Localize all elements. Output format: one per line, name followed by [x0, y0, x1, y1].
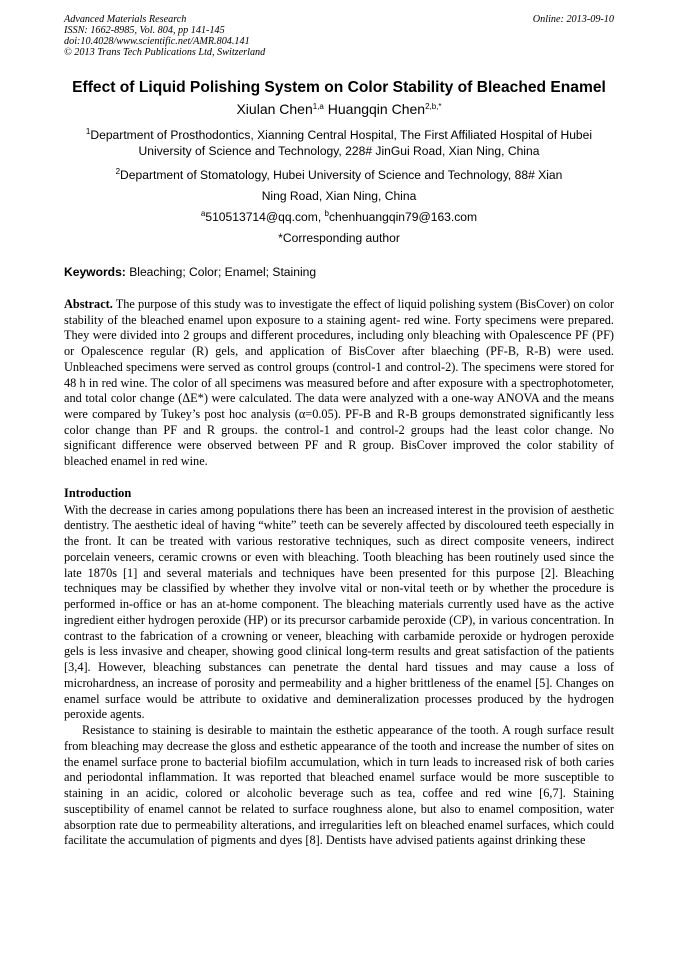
author-name: Xiulan Chen — [236, 101, 313, 117]
email-superscript: b — [324, 209, 329, 218]
issn-line: ISSN: 1662-8985, Vol. 804, pp 141-145 — [64, 25, 225, 36]
email-link[interactable]: chenhuangqin79@163.com — [329, 210, 478, 224]
keywords-label: Keywords: — [64, 265, 126, 279]
affiliation-1 — [64, 127, 614, 159]
author-emails — [64, 207, 614, 228]
email-superscript: a — [200, 209, 206, 218]
intro-paragraph-2: Resistance to staining is desirable to maintain the esthetic appearance of the tooth. A rough surface result from bleaching may decrease the gloss and esthetic appearance of the tooth and increase the number of sites on the enamel surface prone to bacterial biofilm accumulation, which in turn leads to increased risk of both caries and periodontal inflammation. It was reported that bleached enamel surface would be more susceptible to staining in an acidic, colored or alcoholic beverage such as tea, coffee and red wine [6,7]. Staining susceptibility of enamel cannot be related to surface roughness alone, but also to enamel composition, water absorption rate due to permeability alterations, and irregularities left on bleached enamel surfaces, which could facilitate the accumulation of pigments and dyes [8]. Dentists have advised patients against drinking these — [64, 723, 614, 848]
copyright-line: © 2013 Trans Tech Publications Ltd, Switzerland — [64, 47, 266, 58]
online-date: Online: 2013-09-10 — [532, 14, 614, 25]
affiliation-text: Ning Road, Xian Ning, China — [261, 189, 417, 203]
affiliation-2 — [64, 165, 614, 207]
abstract-label: Abstract. — [64, 297, 113, 311]
author-list — [64, 100, 614, 119]
affiliation-superscript: 1 — [85, 127, 91, 136]
affiliation-text: Department of Prosthodontics, Xianning Central Hospital, The First Affiliated Hospital of Hubei University of Science and Technology, 228# JinGui Road, Xian Ning, China — [90, 128, 593, 158]
doi-line: doi:10.4028/www.scientific.net/AMR.804.141 — [64, 36, 250, 47]
section-heading: Introduction — [64, 485, 132, 500]
author-name: Huangqin Chen — [327, 101, 426, 117]
keywords — [64, 264, 614, 280]
intro-paragraph-1: With the decrease in caries among populations there has been an increased interest in the provision of aesthetic dentistry. The aesthetic ideal of having “white” teeth can be severely affected by discoloured teeth especially in the front. It can be treated with various restorative techniques, such as direct composite veneers, indirect porcelain veneers, ceramic crowns or even with bleaching. Tooth bleaching has been routinely used since the late 1870s [1] and several materials and techniques have been presented for this purpose [2]. Bleaching techniques may be classified by whether they involve vital or non-vital teeth or by whether the procedure is performed in-office or has an at-home component. The bleaching materials currently used have as the active ingredient either hydrogen peroxide (HP) or its precursor carbamide peroxide (CP), in various concentration. In contrast to the fabrication of a crowning or veneer, bleaching with carbamide peroxide or hydrogen peroxide gels is less invasive and cheaper, showing good clinical long-term results and great satisfaction of the patients [3,4]. However, bleaching substances can penetrate the dental hard tissues and may cause a loss of microhardness, an increase of porosity and permeability and a higher brittleness of the enamel [5]. Changes on enamel surface would be attribute to oxidative and demineralization processes produced by the hydrogen peroxide agents. — [64, 502, 614, 722]
email-link[interactable]: 510513714@qq.com, — [205, 210, 325, 224]
journal-name: Advanced Materials Research — [64, 14, 187, 25]
paper-title: Effect of Liquid Polishing System on Color Stability of Bleached Enamel — [72, 79, 606, 96]
abstract-text: The purpose of this study was to investigate the effect of liquid polishing system (BisCover) on color stability of the bleached enamel upon exposure to a staining agent- red wine. Forty specimens were prepared. They were divided into 2 groups and different procedures, including only bleaching with Opalescence PF (PF) or Opalescence regular (R) gels, and application of BisCover after blaeching (PF-B, R-B) were used. Unbleached specimens were served as control groups (control-1 and control-2). The specimens were stored for 48 h in red wine. The color of all specimens was measured before and after exposure with a spectrophotometer, and total color change (ΔE*) were calculated. The data were analyzed with a one-way ANOVA and the means were compared by Tukey’s post hoc analysis (α=0.05). PF-B and R-B groups demonstrated significantly less color change than PF and R groups. the control-1 and control-2 groups had the least color change. No significant difference were observed between PF and R group. BisCover improved the color stability of bleached enamel in red wine. — [64, 297, 614, 469]
keywords-text: Bleaching; Color; Enamel; Staining — [129, 265, 317, 279]
corresponding-note: *Corresponding author — [278, 231, 400, 245]
author-superscript: 2,b,* — [425, 102, 442, 111]
abstract — [64, 297, 614, 470]
affiliation-text: Department of Stomatology, Hubei University of Science and Technology, 88# Xian — [120, 168, 563, 182]
journal-header — [64, 14, 614, 58]
affiliation-superscript: 2 — [115, 167, 121, 176]
author-superscript: 1,a — [312, 102, 324, 111]
